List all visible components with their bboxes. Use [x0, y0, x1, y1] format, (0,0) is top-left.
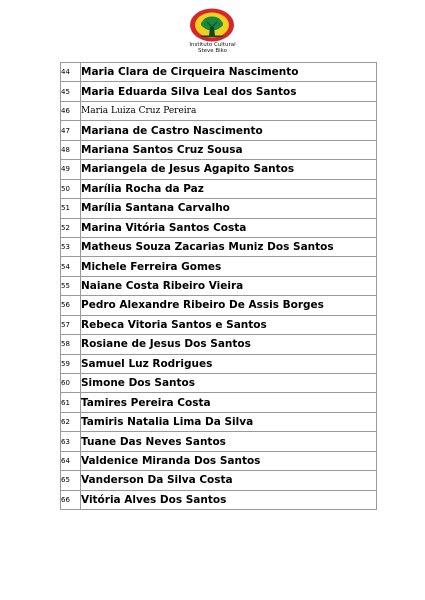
row-number: 44	[61, 63, 81, 82]
row-number: 48	[61, 140, 81, 159]
row-number: 65	[61, 471, 81, 490]
table-row	[61, 354, 377, 373]
row-number: 46	[61, 101, 81, 120]
table-row	[61, 451, 377, 470]
table-row	[61, 471, 377, 490]
participant-name: Naiane Costa Ribeiro Vieira	[81, 276, 377, 295]
row-number: 55	[61, 276, 81, 295]
participant-name: Rebeca Vitoria Santos e Santos	[81, 315, 377, 334]
table-row	[61, 296, 377, 315]
participant-name: Michele Ferreira Gomes	[81, 257, 377, 276]
row-number: 62	[61, 412, 81, 431]
row-number: 52	[61, 218, 81, 237]
participant-name: Maria Luiza Cruz Pereira	[81, 101, 377, 120]
participant-name: Pedro Alexandre Ribeiro De Assis Borges	[81, 296, 377, 315]
table-row	[61, 199, 377, 218]
row-number: 66	[61, 490, 81, 509]
participant-name: Mariana de Castro Nascimento	[81, 121, 377, 140]
table-row	[61, 315, 377, 334]
participant-name: Tamires Pereira Costa	[81, 393, 377, 412]
table-row	[61, 140, 377, 159]
participant-name: Samuel Luz Rodrigues	[81, 354, 377, 373]
institute-name-line2: Steve Biko	[197, 48, 228, 54]
row-number: 51	[61, 199, 81, 218]
table-row	[61, 393, 377, 412]
participant-name: Vitória Alves Dos Santos	[81, 490, 377, 509]
participant-name: Marília Santana Carvalho	[81, 199, 377, 218]
table-row	[61, 490, 377, 509]
page-header	[0, 0, 425, 62]
table-row	[61, 101, 377, 120]
participant-name: Marina Vitória Santos Costa	[81, 218, 377, 237]
table-row	[61, 82, 377, 101]
table-row	[61, 374, 377, 393]
participant-name: Matheus Souza Zacarias Muniz Dos Santos	[81, 237, 377, 256]
table-row	[61, 335, 377, 354]
row-number: 54	[61, 257, 81, 276]
participant-name: Maria Clara de Cirqueira Nascimento	[81, 63, 377, 82]
row-number: 56	[61, 296, 81, 315]
participant-name: Vanderson Da Silva Costa	[81, 471, 377, 490]
participants-table	[60, 62, 377, 510]
table-row	[61, 218, 377, 237]
row-number: 49	[61, 160, 81, 179]
table-row	[61, 432, 377, 451]
table-row	[61, 412, 377, 431]
participant-name: Valdenice Miranda Dos Santos	[81, 451, 377, 470]
participant-name: Mariangela de Jesus Agapito Santos	[81, 160, 377, 179]
participant-name: Marília Rocha da Paz	[81, 179, 377, 198]
table-row	[61, 237, 377, 256]
table-row	[61, 63, 377, 82]
row-number: 57	[61, 315, 81, 334]
participants-table-body	[61, 63, 377, 510]
row-number: 53	[61, 237, 81, 256]
participant-name: Simone Dos Santos	[81, 374, 377, 393]
participant-name: Maria Eduarda Silva Leal dos Santos	[81, 82, 377, 101]
row-number: 45	[61, 82, 81, 101]
table-row	[61, 121, 377, 140]
participant-name: Tamiris Natalia Lima Da Silva	[81, 412, 377, 431]
table-row	[61, 276, 377, 295]
participant-name: Tuane Das Neves Santos	[81, 432, 377, 451]
row-number: 64	[61, 451, 81, 470]
row-number: 60	[61, 374, 81, 393]
table-row	[61, 179, 377, 198]
row-number: 47	[61, 121, 81, 140]
row-number: 50	[61, 179, 81, 198]
participant-name: Rosiane de Jesus Dos Santos	[81, 335, 377, 354]
row-number: 58	[61, 335, 81, 354]
row-number: 63	[61, 432, 81, 451]
row-number: 59	[61, 354, 81, 373]
baobab-tree-logo-icon	[189, 8, 235, 42]
participant-name: Mariana Santos Cruz Sousa	[81, 140, 377, 159]
table-row	[61, 257, 377, 276]
row-number: 61	[61, 393, 81, 412]
table-row	[61, 160, 377, 179]
institute-name-line1: Instituto Cultural	[189, 42, 236, 48]
